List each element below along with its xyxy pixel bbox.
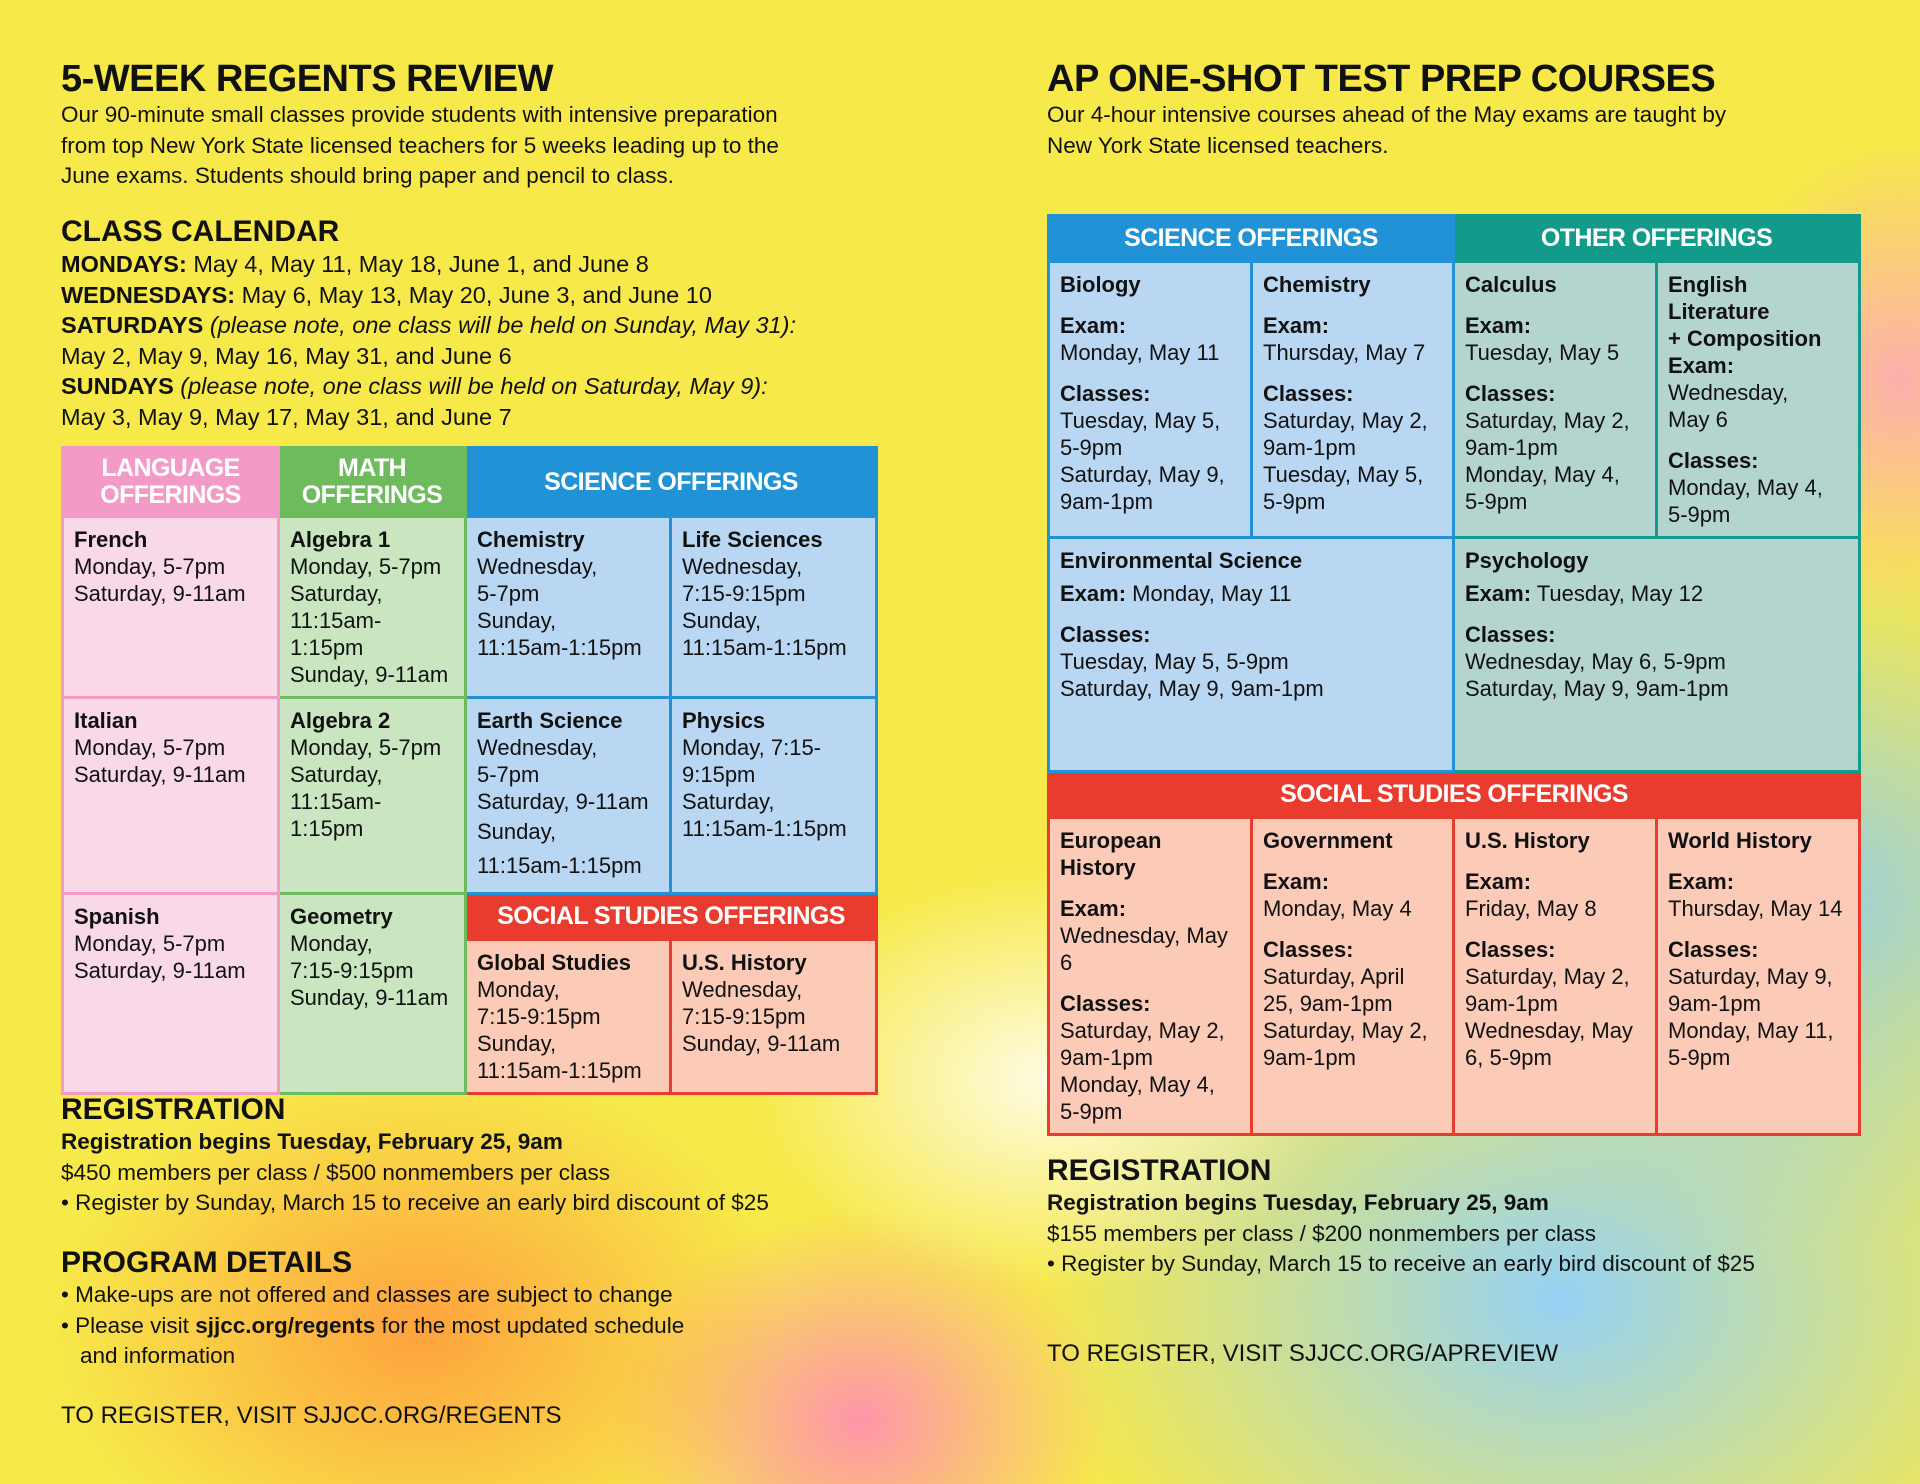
class-time: 9am-1pm [1465, 991, 1558, 1016]
ap-intro [1047, 100, 1897, 161]
class-time: 5-9pm [1263, 489, 1326, 514]
classes-label: Classes: [1060, 991, 1151, 1016]
class-time: Monday, May 4, [1465, 462, 1620, 487]
regents-intro-line: June exams. Students should bring paper and pencil to class. [61, 163, 674, 188]
ap-course-calculus [1454, 262, 1657, 538]
course-time: 5-7pm [477, 581, 540, 606]
ap-intro-line: New York State licensed teachers. [1047, 132, 1389, 158]
exam-label: Exam: [1060, 896, 1127, 921]
course-time: 11:15am-1:15pm [477, 635, 642, 660]
calendar-sundays [61, 371, 961, 402]
exam-date: Tuesday, May 5 [1465, 340, 1620, 365]
course-spanish [63, 894, 279, 1094]
class-time: Tuesday, May 5, [1060, 408, 1221, 433]
ap-course-english-literature [1657, 262, 1860, 538]
course-time: Saturday, [290, 581, 383, 606]
course-time: Wednesday, [477, 554, 598, 579]
course-name: Biology [1060, 272, 1141, 297]
ap-register-cta[interactable]: TO REGISTER, VISIT SJJCC.ORG/APREVIEW [1047, 1340, 1559, 1367]
course-time: Wednesday, [682, 977, 803, 1002]
course-time: Saturday, 9-11am [74, 581, 246, 606]
course-name: Chemistry [1263, 272, 1371, 297]
course-time: Sunday, [682, 608, 762, 633]
course-time: 7:15-9:15pm [290, 958, 414, 983]
saturdays-label: SATURDAYS [61, 312, 204, 338]
ap-course-world-history [1657, 818, 1860, 1135]
science-offerings-header: SCIENCE OFFERINGS [466, 448, 877, 517]
saturdays-note: (please note, one class will be held on Sunday, May 31): [203, 312, 796, 338]
ap-intro-line: Our 4-hour intensive courses ahead of the May exams are taught by [1047, 102, 1727, 127]
class-time: Saturday, May 2, [1263, 408, 1428, 433]
calendar-saturdays [61, 310, 961, 341]
class-time: 9am-1pm [1263, 1045, 1356, 1070]
course-name: Earth Science [477, 708, 623, 733]
ap-section [1047, 58, 1897, 161]
registration-early-bird: • Register by Sunday, March 15 to receive an early bird discount of $25 [61, 1190, 769, 1215]
class-time: 5-9pm [1060, 1099, 1123, 1124]
sundays-label: SUNDAYS [61, 373, 174, 399]
exam-date: Thursday, May 7 [1263, 340, 1426, 365]
course-time: Monday, [477, 977, 560, 1002]
calendar-mondays [61, 249, 961, 280]
course-name: Psychology [1465, 548, 1589, 573]
course-name: Spanish [74, 904, 160, 929]
ap-other-offerings-header: OTHER OFFERINGS [1454, 216, 1860, 262]
class-time: Saturday, April [1263, 964, 1405, 989]
exam-line [1060, 580, 1442, 607]
program-bullet-continued: and information [80, 1343, 236, 1368]
course-time: 7:15-9:15pm [682, 581, 806, 606]
mondays-label: MONDAYS: [61, 251, 187, 277]
course-time: 7:15-9:15pm [682, 1004, 806, 1029]
course-name: Environmental Science [1060, 548, 1303, 573]
course-name: Italian [74, 708, 138, 733]
class-time: Tuesday, May 5, [1263, 462, 1424, 487]
classes-label: Classes: [1668, 448, 1759, 473]
class-time: Saturday, May 2, [1465, 964, 1630, 989]
ap-course-chemistry [1252, 262, 1454, 538]
classes-label: Classes: [1465, 937, 1556, 962]
class-time: Monday, May 4, [1060, 1072, 1215, 1097]
course-name: Life Sciences [682, 527, 823, 552]
course-time: Monday, 5-7pm [290, 735, 442, 760]
calendar-lines [61, 249, 961, 432]
course-french [63, 517, 279, 698]
course-time: Sunday, 9-11am [290, 985, 449, 1010]
course-time: 7:15-9:15pm [477, 1004, 601, 1029]
course-time: 11:15am-1:15pm [290, 608, 382, 660]
class-time: 9am-1pm [1060, 489, 1153, 514]
course-time: Saturday, [290, 762, 383, 787]
course-time: Saturday, 9-11am [74, 958, 246, 983]
exam-label: Exam: [1465, 581, 1532, 606]
course-time: Wednesday, [477, 735, 598, 760]
classes-label: Classes: [1465, 381, 1556, 406]
program-bullet [61, 1311, 961, 1342]
course-name: Geometry [290, 904, 393, 929]
course-name: Physics [682, 708, 766, 733]
exam-label: Exam: [1465, 869, 1532, 894]
ap-registration-price: $155 members per class / $200 nonmembers per class [1047, 1220, 1597, 1246]
regents-intro-line: from top New York State licensed teachers for 5 weeks leading up to the [61, 132, 779, 158]
course-time: Sunday, 9-11am [682, 1031, 841, 1056]
exam-line [1465, 580, 1848, 607]
class-calendar-heading: CLASS CALENDAR [61, 215, 340, 248]
class-time: Saturday, May 2, [1465, 408, 1630, 433]
course-time: Sunday, [477, 608, 557, 633]
class-time: Saturday, May 9, [1668, 964, 1833, 989]
course-algebra-2 [279, 698, 466, 894]
classes-label: Classes: [1060, 622, 1151, 647]
class-time: Tuesday, May 5, 5-9pm [1060, 649, 1289, 674]
social-studies-offerings-header: SOCIAL STUDIES OFFERINGS [466, 894, 877, 940]
course-name: Algebra 1 [290, 527, 391, 552]
ap-course-european-history [1049, 818, 1252, 1135]
ap-course-psychology [1454, 538, 1860, 772]
course-time: 11:15am-1:15pm [682, 816, 847, 841]
course-name: Government [1263, 828, 1393, 853]
classes-label: Classes: [1465, 622, 1556, 647]
exam-date: May 6 [1668, 407, 1728, 432]
course-time: 11:15am-1:15pm [477, 1058, 642, 1083]
exam-date: Tuesday, May 12 [1531, 581, 1704, 606]
mondays-dates: May 4, May 11, May 18, June 1, and June 8 [186, 251, 649, 277]
regents-registration [61, 1093, 961, 1219]
class-time: Saturday, May 9, 9am-1pm [1060, 676, 1324, 701]
course-physics [671, 698, 877, 894]
course-italian [63, 698, 279, 894]
class-time: 5-9pm [1668, 1045, 1731, 1070]
program-details-body [61, 1280, 961, 1372]
registration-price: $450 members per class / $500 nonmembers per class [61, 1159, 611, 1185]
course-algebra-1 [279, 517, 466, 698]
regents-register-cta[interactable]: TO REGISTER, VISIT SJJCC.ORG/REGENTS [61, 1402, 562, 1429]
class-time: 25, 9am-1pm [1263, 991, 1393, 1016]
class-time: 9am-1pm [1263, 435, 1356, 460]
ap-title: AP ONE-SHOT TEST PREP COURSES [1047, 58, 1716, 100]
ap-offerings-table [1047, 214, 1861, 1136]
course-life-sciences [671, 517, 877, 698]
regents-intro [61, 100, 961, 192]
course-time: 11:15am-1:15pm [290, 789, 382, 841]
course-name: English Literature [1668, 272, 1770, 324]
saturdays-dates: May 2, May 9, May 16, May 31, and June 6 [61, 342, 512, 369]
regents-link[interactable]: sjjcc.org/regents [195, 1312, 376, 1338]
class-time: 9am-1pm [1465, 435, 1558, 460]
class-time: 5-9pm [1668, 502, 1731, 527]
math-offerings-header: MATH OFFERINGS [279, 448, 466, 517]
course-time: 9:15pm [682, 762, 756, 787]
course-earth-science [466, 698, 671, 894]
registration-heading: REGISTRATION [61, 1093, 286, 1126]
course-name: Global Studies [477, 950, 632, 975]
classes-label: Classes: [1668, 937, 1759, 962]
ap-science-offerings-header: SCIENCE OFFERINGS [1049, 216, 1454, 262]
class-calendar [61, 215, 961, 432]
exam-date: Wednesday, [1668, 380, 1789, 405]
class-time: Saturday, May 9, [1060, 462, 1225, 487]
ap-registration-body [1047, 1188, 1897, 1280]
course-name: Chemistry [477, 527, 585, 552]
course-name: + Composition [1668, 326, 1822, 351]
course-global-studies [466, 940, 671, 1094]
exam-date: Friday, May 8 [1465, 896, 1597, 921]
course-name: U.S. History [1465, 828, 1590, 853]
regents-section [61, 58, 961, 192]
ap-social-studies-offerings-header: SOCIAL STUDIES OFFERINGS [1049, 772, 1860, 818]
exam-label: Exam: [1263, 313, 1330, 338]
course-name: Algebra 2 [290, 708, 391, 733]
course-time: Sunday, [477, 1031, 557, 1056]
course-time: Monday, 7:15- [682, 735, 822, 760]
course-name: U.S. History [682, 950, 807, 975]
wednesdays-dates: May 6, May 13, May 20, June 3, and June 10 [235, 281, 712, 308]
course-time: Monday, 5-7pm [74, 554, 226, 579]
course-time: Sunday, 9-11am [290, 662, 449, 687]
class-time: 5-9pm [1060, 435, 1123, 460]
class-time: 9am-1pm [1060, 1045, 1153, 1070]
exam-label: Exam: [1060, 313, 1127, 338]
regents-offerings-table [61, 446, 878, 1095]
course-time: Saturday, 9-11am [74, 762, 246, 787]
course-time: 5-7pm [477, 762, 540, 787]
program-bullet: • Make-ups are not offered and classes are subject to change [61, 1282, 673, 1307]
class-time: Saturday, May 9, 9am-1pm [1465, 676, 1729, 701]
program-bullet-text: for the most updated schedule [375, 1312, 685, 1338]
course-time: 11:15am-1:15pm [682, 635, 847, 660]
regents-intro-line: Our 90-minute small classes provide students with intensive preparation [61, 102, 778, 127]
course-time: 11:15am-1:15pm [477, 853, 642, 878]
exam-date: Thursday, May 14 [1668, 896, 1843, 921]
class-time: 5-9pm [1465, 489, 1528, 514]
exam-label: Exam: [1668, 353, 1735, 378]
class-time: Wednesday, May [1465, 1018, 1633, 1043]
ap-course-environmental-science [1049, 538, 1454, 772]
class-time: Monday, May 11, [1668, 1018, 1834, 1043]
course-time: Sunday, [477, 819, 557, 844]
exam-date: Monday, May 11 [1126, 581, 1292, 606]
ap-registration [1047, 1154, 1897, 1280]
classes-label: Classes: [1263, 937, 1354, 962]
ap-course-government [1252, 818, 1454, 1135]
exam-date: Wednesday, May 6 [1060, 923, 1228, 975]
exam-date: Monday, May 4 [1263, 896, 1412, 921]
classes-label: Classes: [1263, 381, 1354, 406]
class-time: Saturday, May 2, [1060, 1018, 1225, 1043]
course-time: Saturday, 9-11am [477, 789, 649, 814]
course-geometry [279, 894, 466, 1094]
course-time: Monday, 5-7pm [74, 931, 226, 956]
registration-begins: Registration begins Tuesday, February 25, 9am [61, 1129, 563, 1154]
course-name: European History [1060, 828, 1162, 880]
course-name: Calculus [1465, 272, 1557, 297]
ap-registration-early-bird: • Register by Sunday, March 15 to receive an early bird discount of $25 [1047, 1251, 1755, 1276]
program-bullet-text: • Please visit [61, 1312, 196, 1338]
calendar-wednesdays [61, 280, 961, 311]
sundays-note: (please note, one class will be held on Saturday, May 9): [173, 373, 768, 399]
course-us-history [671, 940, 877, 1094]
course-name: World History [1668, 828, 1812, 853]
course-time: Monday, [290, 931, 373, 956]
ap-course-us-history [1454, 818, 1657, 1135]
ap-course-biology [1049, 262, 1252, 538]
course-time: Saturday, [682, 789, 775, 814]
ap-registration-heading: REGISTRATION [1047, 1154, 1272, 1187]
registration-body [61, 1127, 961, 1219]
class-time: 6, 5-9pm [1465, 1045, 1552, 1070]
course-time: Monday, 5-7pm [290, 554, 442, 579]
course-time: Wednesday, [682, 554, 803, 579]
course-name: French [74, 527, 148, 552]
wednesdays-label: WEDNESDAYS: [61, 281, 236, 308]
class-time: Saturday, May 2, [1263, 1018, 1428, 1043]
exam-label: Exam: [1263, 869, 1330, 894]
program-details [61, 1246, 961, 1372]
exam-date: Monday, May 11 [1060, 340, 1220, 365]
program-details-heading: PROGRAM DETAILS [61, 1246, 353, 1279]
class-time: Monday, May 4, [1668, 475, 1823, 500]
ap-registration-begins: Registration begins Tuesday, February 25, 9am [1047, 1190, 1549, 1215]
exam-label: Exam: [1668, 869, 1735, 894]
language-offerings-header: LANGUAGE OFFERINGS [63, 448, 279, 517]
course-time: Monday, 5-7pm [74, 735, 226, 760]
class-time: Wednesday, May 6, 5-9pm [1465, 649, 1726, 674]
classes-label: Classes: [1060, 381, 1151, 406]
exam-label: Exam: [1465, 313, 1532, 338]
regents-title: 5-WEEK REGENTS REVIEW [61, 58, 553, 100]
exam-label: Exam: [1060, 581, 1127, 606]
sundays-dates: May 3, May 9, May 17, May 31, and June 7 [61, 403, 512, 430]
course-chemistry [466, 517, 671, 698]
class-time: 9am-1pm [1668, 991, 1761, 1016]
